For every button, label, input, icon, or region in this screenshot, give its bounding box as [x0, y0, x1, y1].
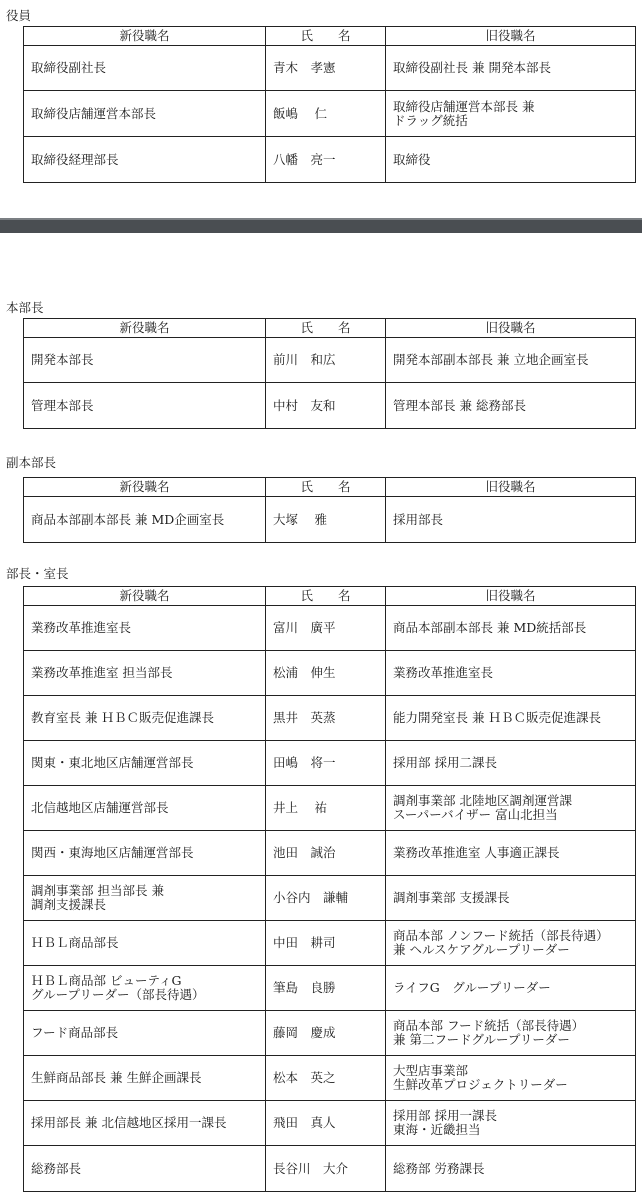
- table-header-row: [24, 478, 636, 497]
- section-title-division-heads: 本部長: [6, 300, 44, 315]
- new-title-cell: 取締役副社長: [24, 46, 266, 91]
- header-name: 氏 名: [266, 478, 386, 497]
- new-title-cell: 教育室長 兼 ＨＢＣ販売促進課長: [24, 696, 266, 741]
- old-title-cell: 商品本部副本部長 兼 MD統括部長: [386, 606, 636, 651]
- table-row: [24, 876, 636, 921]
- section-title-managers: 部長・室長: [6, 566, 69, 581]
- new-title-cell: 採用部長 兼 北信越地区採用一課長: [24, 1101, 266, 1146]
- name-cell: 長谷川 大介: [266, 1146, 386, 1192]
- old-title-cell: 開発本部副本部長 兼 立地企画室長: [386, 338, 636, 383]
- header-name: 氏 名: [266, 319, 386, 338]
- name-cell: 黒井 英蒸: [266, 696, 386, 741]
- table-row: [24, 338, 636, 383]
- old-title-cell: 業務改革推進室長: [386, 651, 636, 696]
- name-cell: 青木 孝憲: [266, 46, 386, 91]
- name-cell: 小谷内 謙輔: [266, 876, 386, 921]
- header-new-title: 新役職名: [24, 587, 266, 606]
- section-title-officers: 役員: [6, 8, 32, 23]
- table-row: [24, 1101, 636, 1146]
- old-title-cell: 採用部長: [386, 497, 636, 543]
- new-title-cell: 商品本部副本部長 兼 MD企画室長: [24, 497, 266, 543]
- page-divider: [0, 220, 642, 233]
- table-header-row: [24, 587, 636, 606]
- table-header-row: [24, 27, 636, 46]
- table-row: [24, 606, 636, 651]
- old-title-cell: 取締役副社長 兼 開発本部長: [386, 46, 636, 91]
- deputy-heads-table: [23, 477, 636, 543]
- table-row: [24, 383, 636, 429]
- name-cell: 池田 誠治: [266, 831, 386, 876]
- new-title-cell: 取締役店舗運営本部長: [24, 91, 266, 137]
- name-cell: 筆島 良勝: [266, 966, 386, 1011]
- name-cell: 田嶋 将一: [266, 741, 386, 786]
- table-row: [24, 921, 636, 966]
- new-title-cell: 業務改革推進室長: [24, 606, 266, 651]
- header-old-title: 旧役職名: [386, 27, 636, 46]
- header-new-title: 新役職名: [24, 27, 266, 46]
- new-title-cell: 調剤事業部 担当部長 兼 調剤支援課長: [24, 876, 266, 921]
- old-title-cell: 商品本部 フード統括（部長待遇） 兼 第二フードグループリーダー: [386, 1011, 636, 1056]
- new-title-cell: ＨＢＬ商品部 ビューティG グループリーダー（部長待遇）: [24, 966, 266, 1011]
- name-cell: 大塚 雅: [266, 497, 386, 543]
- section-title-deputy-heads: 副本部長: [6, 455, 57, 470]
- name-cell: 中村 友和: [266, 383, 386, 429]
- table-row: [24, 1011, 636, 1056]
- table-row: [24, 696, 636, 741]
- division-heads-table: [23, 318, 636, 429]
- name-cell: 中田 耕司: [266, 921, 386, 966]
- header-new-title: 新役職名: [24, 319, 266, 338]
- name-cell: 八幡 亮一: [266, 137, 386, 183]
- name-cell: 井上 祐: [266, 786, 386, 831]
- new-title-cell: 管理本部長: [24, 383, 266, 429]
- new-title-cell: 業務改革推進室 担当部長: [24, 651, 266, 696]
- old-title-cell: 能力開発室長 兼 ＨＢＣ販売促進課長: [386, 696, 636, 741]
- new-title-cell: 開発本部長: [24, 338, 266, 383]
- new-title-cell: 関西・東海地区店舗運営部長: [24, 831, 266, 876]
- old-title-cell: 採用部 採用一課長 東海・近畿担当: [386, 1101, 636, 1146]
- table-row: [24, 651, 636, 696]
- new-title-cell: ＨＢＬ商品部長: [24, 921, 266, 966]
- new-title-cell: 総務部長: [24, 1146, 266, 1192]
- old-title-cell: ライフG グループリーダー: [386, 966, 636, 1011]
- new-title-cell: 生鮮商品部長 兼 生鮮企画課長: [24, 1056, 266, 1101]
- table-row: [24, 1056, 636, 1101]
- old-title-cell: 管理本部長 兼 総務部長: [386, 383, 636, 429]
- header-new-title: 新役職名: [24, 478, 266, 497]
- table-row: [24, 741, 636, 786]
- table-row: [24, 1146, 636, 1192]
- name-cell: 前川 和広: [266, 338, 386, 383]
- table-row: [24, 137, 636, 183]
- header-old-title: 旧役職名: [386, 478, 636, 497]
- old-title-cell: 商品本部 ノンフード統括（部長待遇） 兼 ヘルスケアグループリーダー: [386, 921, 636, 966]
- name-cell: 松本 英之: [266, 1056, 386, 1101]
- old-title-cell: 業務改革推進室 人事適正課長: [386, 831, 636, 876]
- old-title-cell: 採用部 採用二課長: [386, 741, 636, 786]
- table-row: [24, 91, 636, 137]
- header-old-title: 旧役職名: [386, 587, 636, 606]
- header-old-title: 旧役職名: [386, 319, 636, 338]
- managers-table: [23, 586, 636, 1192]
- header-name: 氏 名: [266, 27, 386, 46]
- table-row: [24, 46, 636, 91]
- name-cell: 飛田 真人: [266, 1101, 386, 1146]
- old-title-cell: 総務部 労務課長: [386, 1146, 636, 1192]
- name-cell: 富川 廣平: [266, 606, 386, 651]
- old-title-cell: 調剤事業部 北陸地区調剤運営課 スーパーバイザー 富山北担当: [386, 786, 636, 831]
- new-title-cell: 取締役経理部長: [24, 137, 266, 183]
- new-title-cell: 関東・東北地区店舗運営部長: [24, 741, 266, 786]
- old-title-cell: 大型店事業部 生鮮改革プロジェクトリーダー: [386, 1056, 636, 1101]
- old-title-cell: 取締役店舗運営本部長 兼 ドラッグ統括: [386, 91, 636, 137]
- name-cell: 飯嶋 仁: [266, 91, 386, 137]
- new-title-cell: フード商品部長: [24, 1011, 266, 1056]
- old-title-cell: 調剤事業部 支援課長: [386, 876, 636, 921]
- name-cell: 松浦 伸生: [266, 651, 386, 696]
- table-row: [24, 786, 636, 831]
- new-title-cell: 北信越地区店舗運営部長: [24, 786, 266, 831]
- header-name: 氏 名: [266, 587, 386, 606]
- table-row: [24, 966, 636, 1011]
- table-row: [24, 831, 636, 876]
- table-row: [24, 497, 636, 543]
- old-title-cell: 取締役: [386, 137, 636, 183]
- officers-table: [23, 26, 636, 183]
- name-cell: 藤岡 慶成: [266, 1011, 386, 1056]
- table-header-row: [24, 319, 636, 338]
